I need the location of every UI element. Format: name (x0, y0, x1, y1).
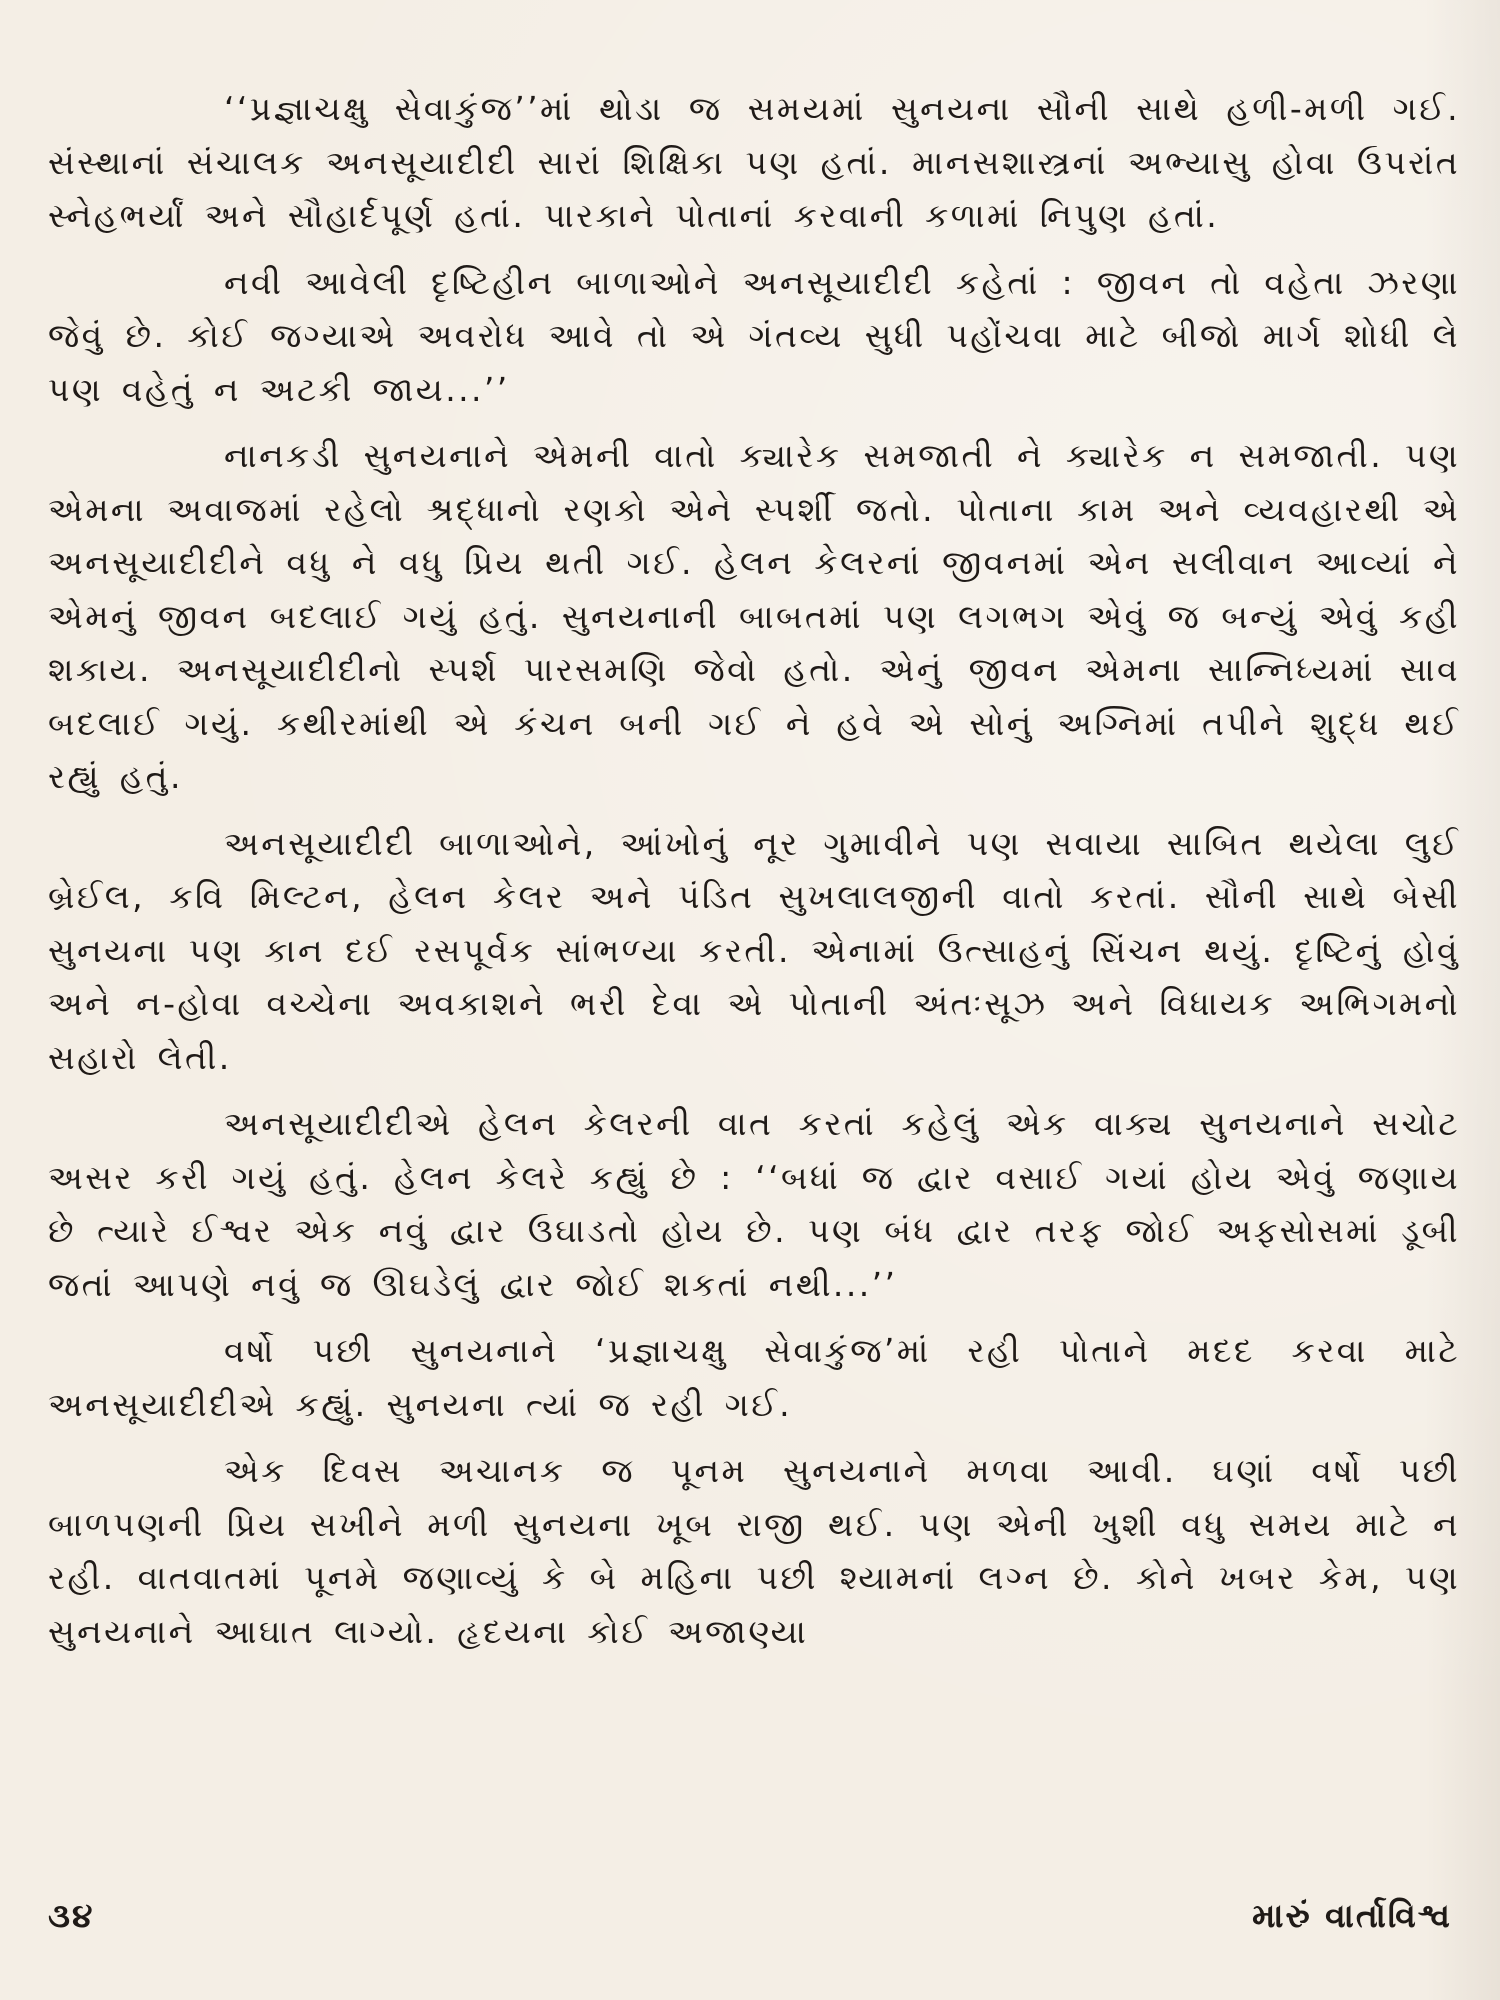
paragraph-1: ‘‘પ્રજ્ઞાચક્ષુ સેવાકુંજ’’માં થોડા જ સમયમાં સુનયના સૌની સાથે હળી-મળી ગઈ. સંસ્થાનાં સંચાલક અનસૂયાદીદી સારાં શિક્ષિકા પણ હતાં. માનસશાસ્ત્રનાં અભ્યાસુ હોવા ઉપરાંત સ્નેહભર્યાં અને સૌહાર્દપૂર્ણ હતાં. પારકાને પોતાનાં કરવાની કળામાં નિપુણ હતાં. (48, 89, 1460, 235)
paragraph-7: એક દિવસ અચાનક જ પૂનમ સુનયનાને મળવા આવી. ઘણાં વર્ષો પછી બાળપણની પ્રિય સખીને મળી સુનયના ખૂબ રાજી થઈ. પણ એની ખુશી વધુ સમય માટે ન રહી. વાતવાતમાં પૂનમે જણાવ્યું કે બે મહિના પછી શ્યામનાં લગ્ન છે. કોને ખબર કેમ, પણ સુનયનાને આઘાત લાગ્યો. હૃદયના કોઈ અજાણ્યા (48, 1451, 1460, 1651)
paragraph-3: નાનકડી સુનયનાને એમની વાતો ક્યારેક સમજાતી ને ક્યારેક ન સમજાતી. પણ એમના અવાજમાં રહેલો શ્રદ્ધાનો રણકો એને સ્પર્શી જતો. પોતાના કામ અને વ્યવહારથી એ અનસૂયાદીદીને વધુ ને વધુ પ્રિય થતી ગઈ. હેલન કેલરનાં જીવનમાં એન સલીવાન આવ્યાં ને એમનું જીવન બદલાઈ ગયું હતું. સુનયનાની બાબતમાં પણ લગભગ એવું જ બન્યું એવું કહી શકાય. અનસૂયાદીદીનો સ્પર્શ પારસમણિ જેવો હતો. એનું જીવન એમના સાન્નિધ્યમાં સાવ બદલાઈ ગયું. કથીરમાંથી એ કંચન બની ગઈ ને હવે એ સોનું અગ્નિમાં તપીને શુદ્ધ થઈ રહ્યું હતું. (48, 436, 1460, 796)
page-number: ૩૪ (48, 1896, 95, 1935)
body-text (48, 82, 1460, 1671)
paragraph-4: અનસૂયાદીદી બાળાઓને, આંખોનું નૂર ગુમાવીને પણ સવાયા સાબિત થયેલા લુઈ બ્રેઈલ, કવિ મિલ્ટન, હેલન કેલર અને પંડિત સુખલાલજીની વાતો કરતાં. સૌની સાથે બેસી સુનયના પણ કાન દઈ રસપૂર્વક સાંભળ્યા કરતી. એનામાં ઉત્સાહનું સિંચન થયું. દૃષ્ટિનું હોવું અને ન-હોવા વચ્ચેના અવકાશને ભરી દેવા એ પોતાની અંતઃસૂઝ અને વિધાયક અભિગમનો સહારો લેતી. (48, 823, 1460, 1077)
page-footer (48, 1893, 1452, 1939)
paragraph-2: નવી આવેલી દૃષ્ટિહીન બાળાઓને અનસૂયાદીદી કહેતાં : જીવન તો વહેતા ઝરણા જેવું છે. કોઈ જગ્યાએ અવરોધ આવે તો એ ગંતવ્ય સુધી પહોંચવા માટે બીજો માર્ગ શોધી લે પણ વહેતું ન અટકી જાય...’’ (48, 262, 1460, 409)
book-title: મારું વાર્તાવિશ્વ (1252, 1896, 1452, 1935)
paragraph-5: અનસૂયાદીદીએ હેલન કેલરની વાત કરતાં કહેલું એક વાક્ય સુનયનાને સચોટ અસર કરી ગયું હતું. હેલન કેલરે કહ્યું છે : ‘‘બધાં જ દ્વાર વસાઈ ગયાં હોય એવું જણાય છે ત્યારે ઈશ્વર એક નવું દ્વાર ઉઘાડતો હોય છે. પણ બંધ દ્વાર તરફ જોઈ અફસોસમાં ડૂબી જતાં આપણે નવું જ ઊઘડેલું દ્વાર જોઈ શકતાં નથી...’’ (48, 1104, 1460, 1304)
paragraph-6: વર્ષો પછી સુનયનાને ‘પ્રજ્ઞાચક્ષુ સેવાકુંજ’માં રહી પોતાને મદદ કરવા માટે અનસૂયાદીદીએ કહ્યું. સુનયના ત્યાં જ રહી ગઈ. (48, 1331, 1460, 1424)
